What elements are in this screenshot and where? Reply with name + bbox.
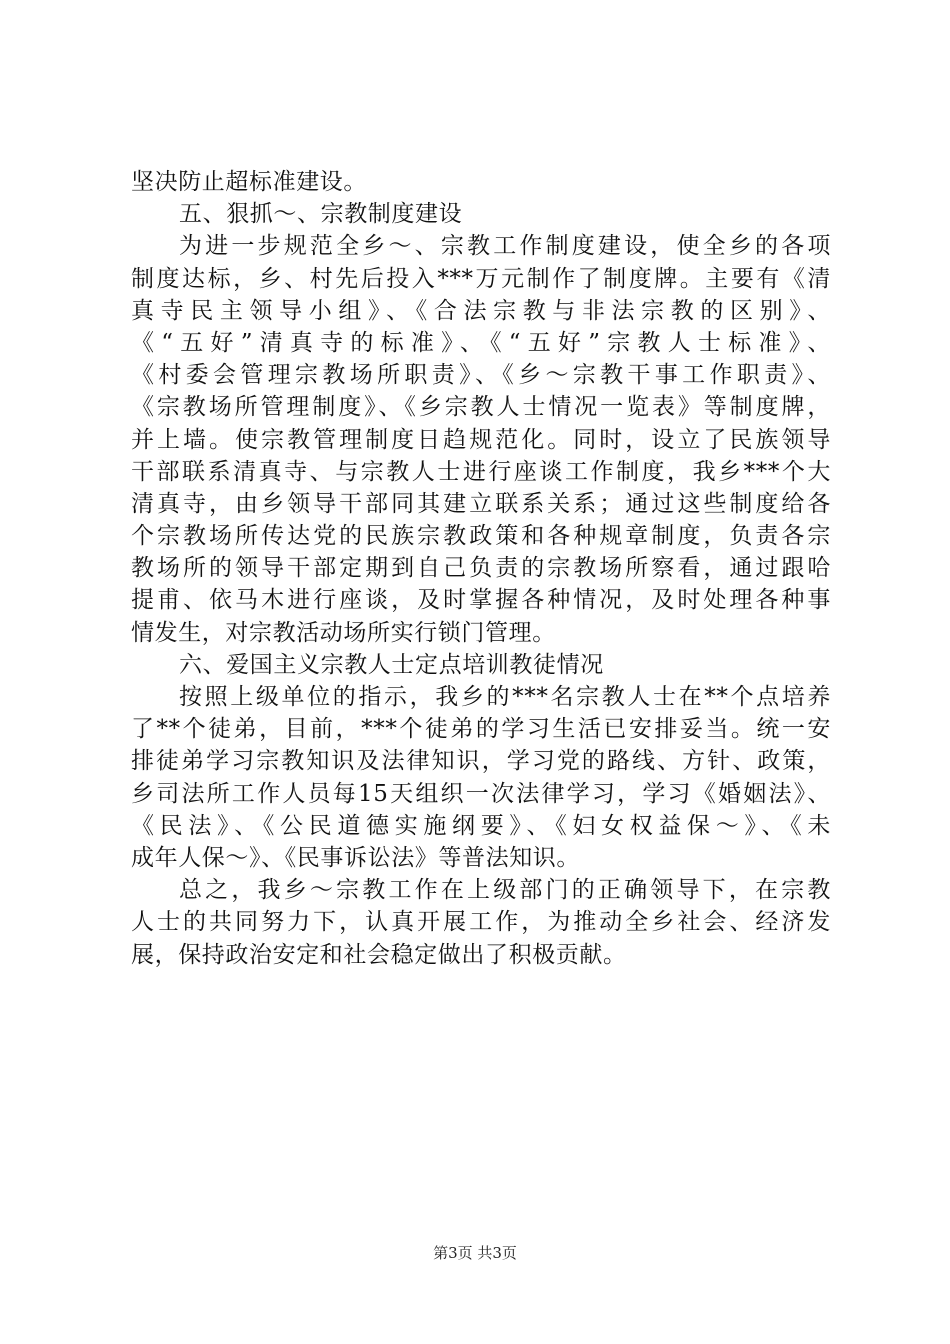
- paragraph-line: 了**个徒弟，目前，***个徒弟的学习生活已安排妥当。统一安: [131, 716, 831, 743]
- paragraph-line: 乡司法所工作人员每15天组织一次法律学习，学习《婚姻法》、: [131, 780, 831, 807]
- paragraph-line: 真寺民主领导小组》、《合法宗教与非法宗教的区别》、: [131, 297, 831, 324]
- paragraph-line: 《村委会管理宗教场所职责》、《乡～宗教干事工作职责》、: [131, 362, 831, 389]
- paragraph-line: 成年人保～》、《民事诉讼法》等普法知识。: [131, 844, 580, 871]
- paragraph-line: 提甫、依马木进行座谈，及时掌握各种情况，及时处理各种事: [131, 587, 831, 614]
- section-heading: 六、爱国主义宗教人士定点培训教徒情况: [179, 651, 604, 678]
- paragraph-line: 干部联系清真寺、与宗教人士进行座谈工作制度，我乡***个大: [131, 458, 831, 485]
- paragraph-line: 情发生，对宗教活动场所实行锁门管理。: [131, 619, 556, 646]
- paragraph-line: 清真寺，由乡领导干部同其建立联系关系；通过这些制度给各: [131, 490, 831, 517]
- paragraph-line: 按照上级单位的指示，我乡的***名宗教人士在**个点培养: [179, 684, 831, 710]
- paragraph-line: 坚决防止超标准建设。: [131, 169, 367, 195]
- paragraph-line: 《宗教场所管理制度》、《乡宗教人士情况一览表》等制度牌，: [131, 394, 831, 421]
- paragraph-line: 总之，我乡～宗教工作在上级部门的正确领导下，在宗教: [179, 877, 831, 904]
- paragraph-line: 展，保持政治安定和社会稳定做出了积极贡献。: [131, 941, 627, 968]
- paragraph-line: 《民法》、《公民道德实施纲要》、《妇女权益保～》、《未: [131, 812, 831, 839]
- paragraph-line: 制度达标，乡、村先后投入***万元制作了制度牌。主要有《清: [131, 265, 831, 292]
- page-number-footer: 第3页 共3页: [433, 1244, 517, 1262]
- paragraph-line: 人士的共同努力下，认真开展工作，为推动全乡社会、经济发: [131, 909, 831, 936]
- paragraph-line: 《“五好”清真寺的标准》、《“五好”宗教人士标准》、: [131, 329, 831, 356]
- paragraph-line: 为进一步规范全乡～、宗教工作制度建设，使全乡的各项: [179, 233, 831, 260]
- paragraph-line: 并上墙。使宗教管理制度日趋规范化。同时，设立了民族领导: [131, 426, 831, 453]
- document-body: [131, 166, 831, 971]
- paragraph-line: 教场所的领导干部定期到自己负责的宗教场所察看，通过跟哈: [131, 555, 831, 582]
- paragraph-line: 个宗教场所传达党的民族宗教政策和各种规章制度，负责各宗: [131, 523, 831, 550]
- paragraph-line: 排徒弟学习宗教知识及法律知识，学习党的路线、方针、政策，: [131, 748, 831, 775]
- section-heading: 五、狠抓～、宗教制度建设: [179, 201, 463, 228]
